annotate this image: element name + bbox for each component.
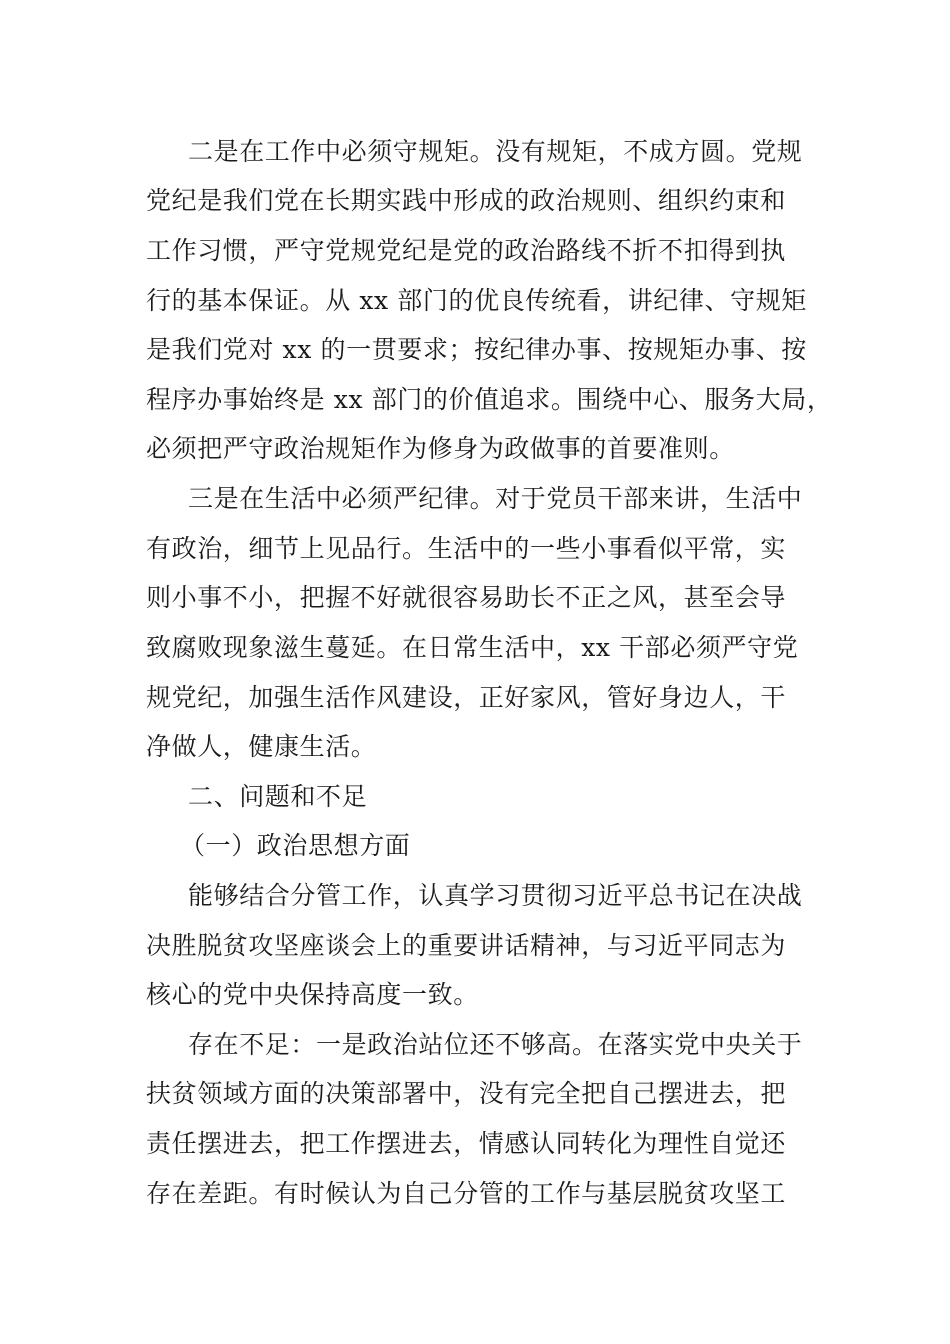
text-line: 党纪是我们党在长期实践中形成的政治规则、组织约束和 — [146, 186, 787, 215]
text-line: 规党纪，加强生活作风建设，正好家风，管好身边人，干 — [146, 683, 787, 712]
text-line: 核心的党中央保持高度一致。 — [146, 980, 479, 1009]
text-line: 存在差距。有时候认为自己分管的工作与基层脱贫攻坚工 — [146, 1179, 787, 1208]
text-line: 责任摆进去，把工作摆进去，情感认同转化为理性自觉还 — [146, 1129, 787, 1158]
section-heading: 二、问题和不足 — [188, 782, 368, 811]
text-line: 决胜脱贫攻坚座谈会上的重要讲话精神，与习近平同志为 — [146, 931, 787, 960]
text-line: 则小事不小，把握不好就很容易助长不正之风，甚至会导 — [146, 583, 787, 612]
text-line: 有政治，细节上见品行。生活中的一些小事看似平常，实 — [146, 534, 787, 563]
subsection-heading: （一）政治思想方面 — [180, 831, 411, 860]
text-line: 存在不足：一是政治站位还不够高。在落实党中央关于 — [188, 1030, 803, 1059]
text-line: 能够结合分管工作，认真学习贯彻习近平总书记在决战 — [188, 881, 803, 910]
text-line: 必须把严守政治规矩作为修身为政做事的首要准则。 — [146, 434, 735, 463]
text-line: 净做人，健康生活。 — [146, 732, 377, 761]
text-line: 二是在工作中必须守规矩。没有规矩，不成方圆。党规 — [188, 137, 803, 166]
text-line: 致腐败现象滋生蔓延。在日常生活中，xx 干部必须严守党 — [146, 633, 799, 662]
text-line: 行的基本保证。从 xx 部门的优良传统看，讲纪律、守规矩 — [146, 286, 807, 315]
text-line: 程序办事始终是 xx 部门的价值追求。围绕中心、服务大局， — [146, 385, 833, 414]
text-line: 工作习惯，严守党规党纪是党的政治路线不折不扣得到执 — [146, 236, 787, 265]
text-line: 三是在生活中必须严纪律。对于党员干部来讲，生活中 — [188, 484, 803, 513]
text-line: 扶贫领域方面的决策部署中，没有完全把自己摆进去，把 — [146, 1079, 787, 1108]
text-line: 是我们党对 xx 的一贯要求；按纪律办事、按规矩办事、按 — [146, 335, 807, 364]
